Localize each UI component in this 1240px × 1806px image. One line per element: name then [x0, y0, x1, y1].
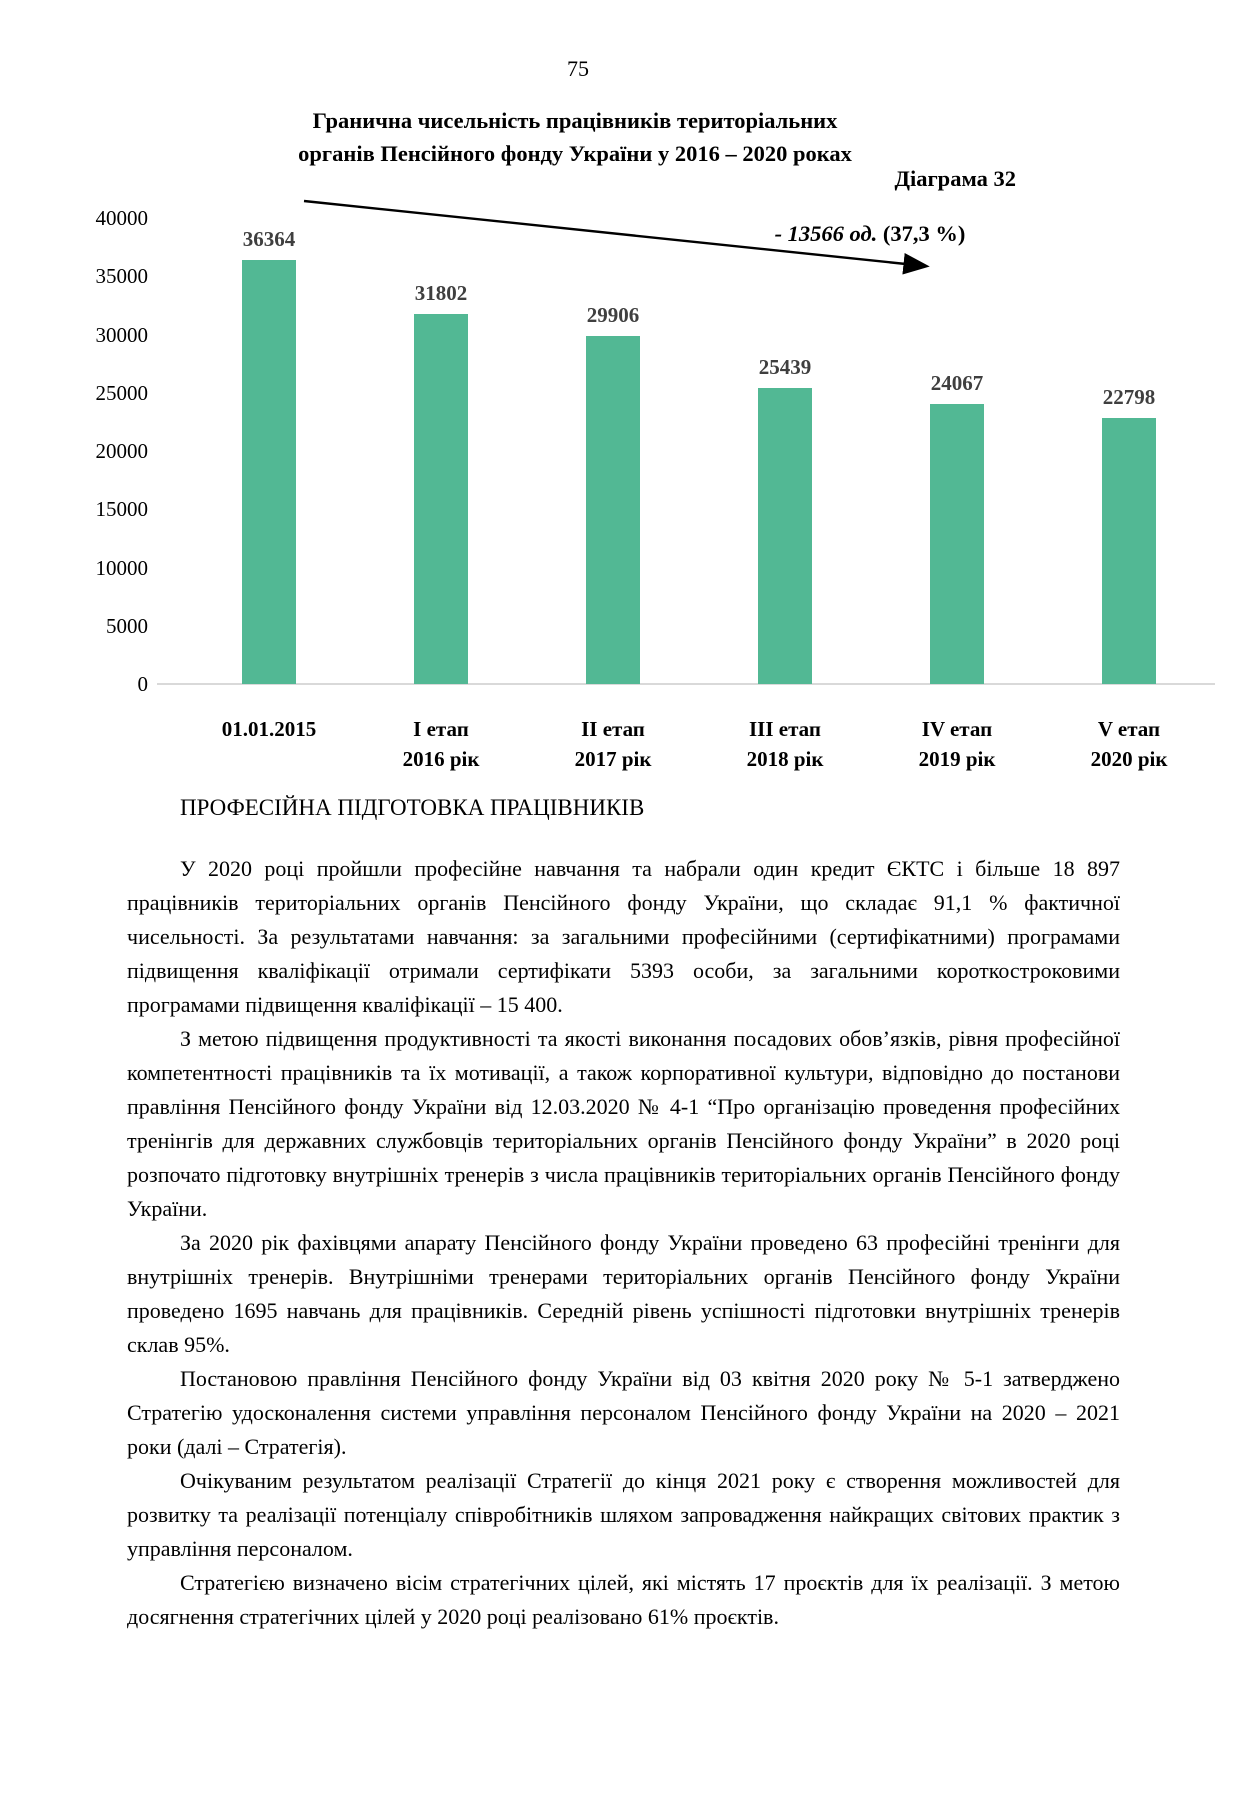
bar-value-label: 36364	[242, 227, 296, 252]
y-axis-tick-label: 5000	[106, 613, 148, 638]
x-axis-category-label	[695, 714, 875, 774]
y-axis-tick-label: 10000	[95, 555, 148, 580]
page-number: 75	[567, 56, 589, 81]
bar	[1102, 418, 1156, 684]
x-axis-category-label	[351, 714, 531, 774]
chart-title-line2: органів Пенсійного фонду України у 2016 – 2020 роках	[298, 141, 852, 166]
bar	[414, 314, 468, 684]
y-axis-tick-label: 40000	[95, 206, 148, 230]
bar-value-label: 22798	[1102, 385, 1156, 410]
paragraph-trainings-2020: За 2020 рік фахівцями апарату Пенсійного фонду України проведено 63 професійні тренінги для внутрішніх тренерів. Внутрішніми тренерами територіальних органів Пенсійного фонду України проведено 1695 навчань для працівників. Середній рівень успішності підготовки внутрішніх тренерів склав 95%.	[127, 1230, 1120, 1357]
bar-value-label: 25439	[758, 354, 812, 379]
x-axis-line	[157, 683, 1215, 685]
x-axis-category-line: V етап	[1097, 717, 1161, 741]
chart-title-line1: Гранична чисельність працівників територіальних	[312, 108, 838, 133]
x-axis-category-label	[1039, 714, 1219, 774]
x-axis-category-label	[523, 714, 703, 774]
x-axis-category-line: 2017 рік	[574, 747, 652, 771]
paragraph-training-stats: У 2020 році пройшли професійне навчання та набрали один кредит ЄКТС і більше 18 897 працівників територіальних органів Пенсійного фонду України, що складає 91,1 % фактичної чисельності. За результатами навчання: за загальними професійними (сертифікатними) програмами підвищення кваліфікації отримали сертифікати 5393 особи, за загальними короткостроковими програмами підвищення кваліфікації – 15 400.	[127, 856, 1120, 1017]
paragraph-strategy-goals: Стратегією визначено вісім стратегічних цілей, які містять 17 проєктів для їх реалізації. З метою досягнення стратегічних цілей у 2020 році реалізовано 61% проєктів.	[127, 1570, 1120, 1629]
decline-annotation	[720, 221, 1020, 247]
bar	[758, 388, 812, 684]
bar	[586, 336, 640, 684]
paragraph-strategy-result: Очікуваним результатом реалізації Стратегії до кінця 2021 року є створення можливостей для розвитку та реалізації потенціалу співробітників шляхом запровадження найкращих світових практик з управління персоналом.	[127, 1468, 1120, 1561]
bar	[930, 404, 984, 684]
x-axis-category-line: 2019 рік	[918, 747, 996, 771]
x-axis-category-line: I етап	[413, 717, 469, 741]
x-axis-category-line: III етап	[749, 717, 821, 741]
x-axis-category-line: IV етап	[921, 717, 993, 741]
y-axis-tick-label: 0	[137, 672, 148, 696]
x-axis-category-label	[867, 714, 1047, 774]
decline-percent-text: (37,3 %)	[882, 221, 966, 246]
x-axis-category-line: 01.01.2015	[221, 717, 317, 741]
x-axis-category-line: 2018 рік	[746, 747, 824, 771]
bar-value-label: 29906	[586, 302, 640, 327]
x-axis-category-label	[179, 714, 359, 744]
bar-chart	[0, 0, 1240, 786]
y-axis-tick-label: 30000	[95, 322, 148, 347]
y-axis-tick-label: 35000	[95, 264, 148, 289]
y-axis-tick-label: 15000	[95, 497, 148, 522]
x-axis-category-line: 2016 рік	[402, 747, 480, 771]
diagram-caption: Діаграма 32	[894, 166, 1016, 191]
decline-value-text: - 13566 од.	[774, 221, 878, 246]
y-axis-tick-label: 20000	[95, 439, 148, 463]
paragraph-internal-trainers: З метою підвищення продуктивності та якості виконання посадових обов’язків, рівня професійної компетентності працівників та їх мотивації, а також корпоративної культури, відповідно до постанови правління Пенсійного фонду України від 12.03.2020 № 4-1 “Про організацію проведення професійних тренінгів для державних службовців територіальних органів Пенсійного фонду України” в 2020 році розпочато підготовку внутрішніх тренерів з числа працівників територіальних органів Пенсійного фонду України.	[127, 1026, 1120, 1221]
body-text	[127, 790, 1120, 1634]
x-axis-category-line: 2020 рік	[1090, 747, 1168, 771]
bar-value-label: 24067	[930, 370, 984, 395]
bar-value-label: 31802	[414, 280, 468, 305]
x-axis-category-line: II етап	[581, 717, 645, 741]
paragraph-strategy-resolution: Постановою правління Пенсійного фонду України від 03 квітня 2020 року № 5-1 затверджено Стратегію удосконалення системи управління персоналом Пенсійного фонду України на 2020 – 2021 роки (далі – Стратегія).	[127, 1366, 1120, 1459]
bar	[242, 260, 296, 684]
y-axis-tick-label: 25000	[95, 380, 148, 405]
section-heading: ПРОФЕСІЙНА ПІДГОТОВКА ПРАЦІВНИКІВ	[180, 795, 645, 820]
